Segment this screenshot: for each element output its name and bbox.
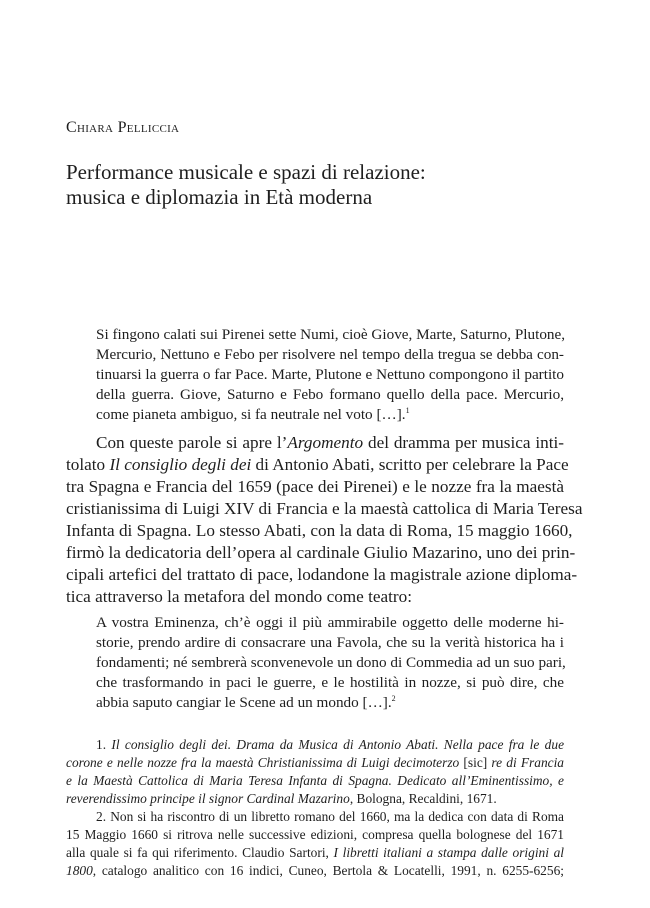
footnote-1-line: e la Maestà Cattolica di Maria Teresa Infanta di Spagna. Dedicato all’Eminentissimo, e — [66, 773, 564, 788]
paragraph-line: tra Spagna e Francia del 1659 (pace dei Pirenei) e le nozze fra la maestà — [66, 477, 564, 496]
author-name: Chiara Pelliccia — [66, 119, 180, 136]
paragraph-line: Con queste parole si apre l’Argomento del dramma per musica inti- — [96, 433, 564, 452]
paragraph-line: tica attraverso la metafora del mondo come teatro: — [66, 587, 412, 606]
epigraph-line: tinuarsi la guerra o far Pace. Marte, Plutone e Nettuno compongono il partito — [96, 366, 564, 383]
title-line: musica e diplomazia in Età moderna — [66, 185, 373, 209]
quote-line: fondamenti; né sembrerà sconvenevole un dono di Commedia ad un suo pari, — [96, 654, 566, 671]
epigraph-line: Mercurio, Nettuno e Febo per risolvere nel tempo della tregua se debba con- — [96, 346, 564, 363]
footnote-1-line: reverendissimo principe il signor Cardinal Mazarino, Bologna, Recaldini, 1671. — [66, 791, 497, 806]
quote-line: A vostra Eminenza, ch’è oggi il più ammirabile oggetto delle moderne hi- — [96, 614, 564, 631]
chapter-title — [66, 160, 586, 210]
footnote-ref-1[interactable]: 1 — [405, 405, 410, 415]
footnote-ref-2[interactable]: 2 — [391, 693, 396, 703]
quote-line: che trasformando in paci le guerre, e le hostilità in nozze, si può dire, che — [96, 674, 564, 691]
paragraph-line: tolato Il consiglio degli dei di Antonio Abati, scritto per celebrare la Pace — [66, 455, 569, 474]
epigraph-line: della guerra. Giove, Saturno e Febo formano quello della pace. Mercurio, — [96, 386, 564, 403]
footnote-2-line: 1800, catalogo analitico con 16 indici, Cuneo, Bertola & Locatelli, 1991, n. 6255-6256; — [66, 863, 564, 878]
paragraph-line: Infanta di Spagna. Lo stesso Abati, con la data di Roma, 15 maggio 1660, — [66, 521, 573, 540]
epigraph-line: Si fingono calati sui Pirenei sette Numi, cioè Giove, Marte, Saturno, Plutone, — [96, 326, 566, 343]
quote-line-last: abbia saputo cangiar le Scene ad un mondo […].$^2$ — [96, 693, 396, 711]
paragraph-line: cipali artefici del trattato di pace, lodandone la magistrale azione diploma- — [66, 565, 578, 584]
quote-line: storie, prendo ardire di consacrare una Favola, che su la verità historica ha i — [96, 634, 564, 651]
title-line: Performance musicale e spazi di relazione: — [66, 160, 426, 184]
epigraph-line-last: come pianeta ambiguo, si fa neutrale nel voto […].$^1$ — [96, 405, 410, 423]
footnote-2-line: alla quale si fa qui riferimento. Claudio Sartori, I libretti italiani a stampa dalle origini al — [66, 845, 564, 860]
paragraph-line: cristianissima di Luigi XIV di Francia e la maestà cattolica di Maria Teresa — [66, 499, 583, 518]
footnote-2-line: 2. Non si ha riscontro di un libretto romano del 1660, ma la dedica con data di Roma — [96, 809, 564, 824]
footnote-2-line: 15 Maggio 1660 si ritrova nelle successive edizioni, compresa quella bolognese del 1671 — [66, 827, 564, 842]
paragraph-line: firmò la dedicatoria dell’opera al cardinale Giulio Mazarino, uno dei prin- — [66, 543, 576, 562]
footnote-1-line: 1. Il consiglio degli dei. Drama da Musica di Antonio Abati. Nella pace fra le due — [96, 737, 565, 752]
footnote-1-line: corone e nelle nozze fra la maestà Christianissima di Luigi decimoterzo [sic] re di Francia — [66, 755, 564, 770]
